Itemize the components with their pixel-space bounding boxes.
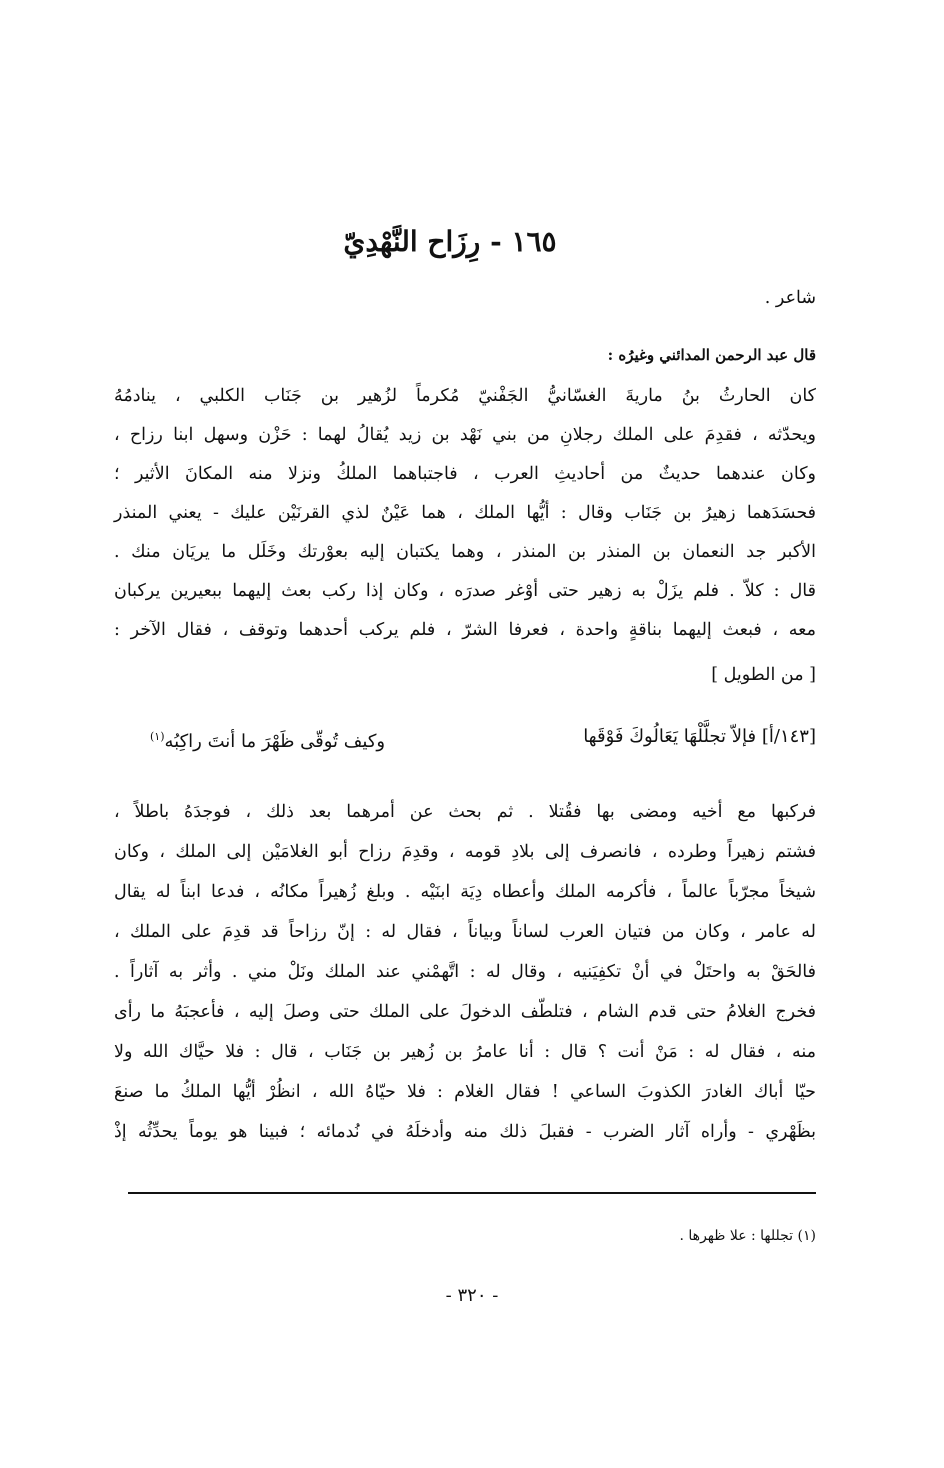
text-line: الأكبر جد النعمان بن المنذر بن المنذر ، وهما يكتبان إليه بعوْرتك وخَلَل ما يريَان منك . xyxy=(114,542,816,562)
text-line: ويحدّثه ، فقدِمَ على الملك رجلانِ من بني نَهْد بن زيد يُقالُ لهما : حَزْن وسهل ابنا رزاح ، xyxy=(114,425,816,445)
verse-sadr: فإلاّ تجلَّلْهَا يَعَالُوكَ فَوْقَها xyxy=(583,726,757,747)
text-line: فالحَقْ به واحتَلْ في أنْ تكفِيَنيه ، وقال له : اتَّهمْني عند الملك ونَلْ مني . وأثر به آثاراً . xyxy=(114,962,816,982)
footnote-marker: (١) xyxy=(150,730,165,743)
page-number: - ٣٢٠ - xyxy=(445,1285,499,1306)
text-line: فشتم زهيراً وطرده ، فانصرف إلى بلادِ قومه ، وقدِمَ رزاح أبو الغلامَيْن إلى الملك ، وكان xyxy=(114,842,816,862)
entry-title: ١٦٥ - رِزَاح النَّهْدِيّ xyxy=(343,225,557,258)
text-line: بظَهْري - وأراه آثار الضرب - فقبلَ ذلك منه وأدخلَهُ في نُدمائه ؛ فبينا هو يوماً يحدِّثُه إذْ xyxy=(114,1122,816,1142)
text-line: فحسَدَهما زهيرُ بن جَنَاب وقال : أيُّها الملك ، هما عَيْنٌ لذي القرنَيْن عليك - يعني المنذر xyxy=(114,503,816,523)
verse xyxy=(150,720,816,754)
text-line: فخرج الغلامُ حتى قدم الشام ، فتلطّف الدخولَ على الملك حتى وصلَ إليه ، فأعجبَهُ ما رأى xyxy=(114,1002,816,1022)
verse-ajz: وكيف تُوقّى ظَهْرَ ما أنتَ راكِبُه xyxy=(164,731,386,752)
text-line: حيّا أباك الغادرَ الكذوبَ الساعي ! فقال الغلام : فلا حيّاهُ الله ، انظُرْ أيُّها الملكُ ما صنعَ xyxy=(114,1082,816,1102)
source-attribution: قال عبد الرحمن المدائني وغيرُه : xyxy=(607,346,816,364)
verse-second-hemistich xyxy=(150,720,385,759)
entry-descriptor: شاعر . xyxy=(764,288,816,308)
text-line: شيخاً مجرّباً عالماً ، فأكرمه الملك وأعطاه دِيَة ابنَيْه . وبلغ زُهيراً مكانُه ، فدعا ابناً له يقال xyxy=(114,882,816,902)
text-line: معه ، فبعث إليهما بناقةٍ واحدة ، فعرفا الشرّ ، فلم يركب أحدهما وتوقف ، فقال الآخر : xyxy=(114,620,816,640)
text-line: له عامر ، وكان من فتيان العرب لساناً وبياناً ، فقال له : إنّ رزاحاً قد قدِمَ على الملك ، xyxy=(114,922,816,942)
footnote-divider xyxy=(128,1192,816,1194)
text-line: منه ، فقال له : مَنْ أنت ؟ قال : أنا عامرُ بن زُهير بن جَنَاب ، قال : فلا حيَّاك الله ولا xyxy=(114,1042,816,1062)
verse-first-hemistich xyxy=(583,720,816,754)
text-line: فركبها مع أخيه ومضى بها فقُتلا . ثم بحث عن أمرهما بعد ذلك ، فوجدَهُ باطلاً ، xyxy=(114,802,816,822)
footnote: (١) تجللها : علا ظهرها . xyxy=(679,1228,816,1244)
text-line: كان الحارثُ بنُ ماريةَ الغسّانيُّ الجَفْنيّ مُكرماً لزُهير بن جَنَاب الكلبي ، ينادمُهُ xyxy=(114,386,816,406)
text-line: قال : كلاّ . فلم يزَلْ به زهير حتى أوْغر صدرَه ، وكان إذا ركب بعث إليهما ببعيرين يركبان xyxy=(114,581,816,601)
manuscript-folio-number: [١٤٣/أ] xyxy=(761,726,816,747)
text-line: وكان عندهما حديثٌ من أحاديثِ العرب ، فاجتباهما الملكُ ونزلا منه المكانَ الأثير ؛ xyxy=(114,464,816,484)
poetic-meter: [ من الطويل ] xyxy=(711,665,816,685)
